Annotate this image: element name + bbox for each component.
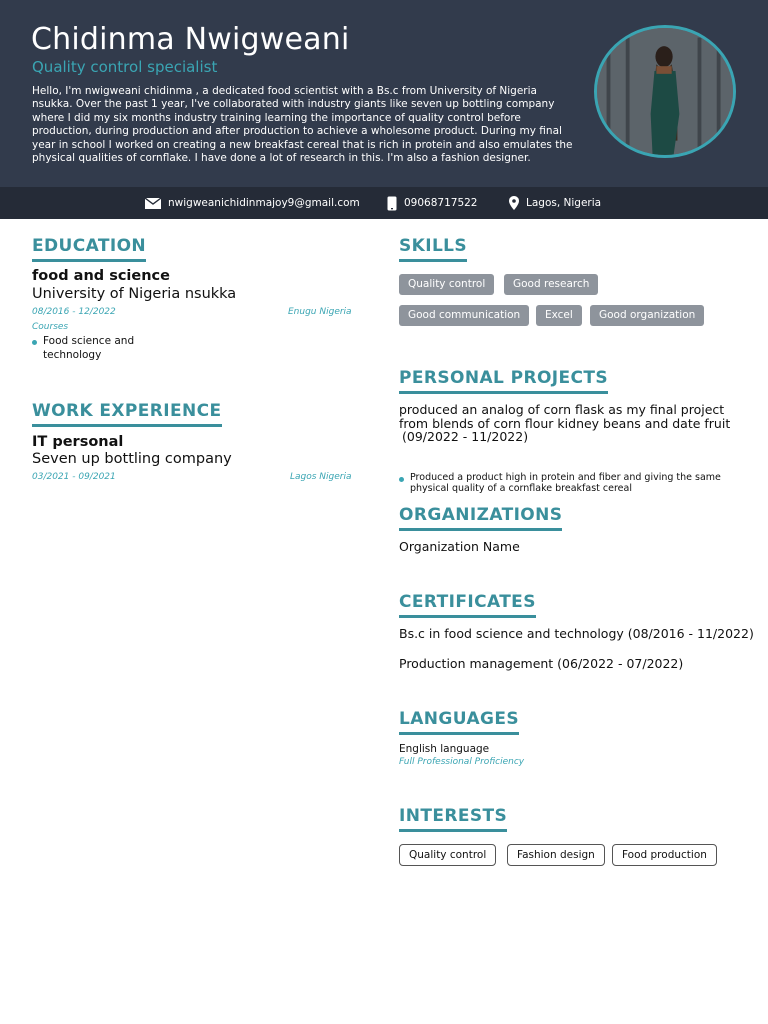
course-item <box>32 335 768 362</box>
envelope-icon <box>145 198 161 209</box>
education-school: University of Nigeria nsukka <box>32 286 237 302</box>
course-line-2: technology <box>43 348 102 361</box>
phone-text: 09068717522 <box>404 197 478 209</box>
certificates-heading: CERTIFICATES <box>399 592 536 620</box>
skill-tag: Good communication <box>399 305 529 326</box>
interest-tag: Fashion design <box>507 844 605 866</box>
skill-tag: Good organization <box>590 305 704 326</box>
education-location: Enugu Nigeria <box>288 307 352 317</box>
course-line-1: Food science and <box>43 335 135 347</box>
location-pin-icon <box>509 196 519 210</box>
interests-heading: INTERESTS <box>399 806 507 834</box>
language-name: English language <box>399 743 490 755</box>
courses-label: Courses <box>32 322 69 332</box>
work-location: Lagos Nigeria <box>290 472 352 482</box>
candidate-role: Quality control specialist <box>32 58 218 76</box>
languages-heading: LANGUAGES <box>399 709 519 737</box>
language-level: Full Professional Proficiency <box>399 757 525 767</box>
profile-photo <box>594 25 736 158</box>
email-text: nwigweanichidinmajoy9@gmail.com <box>168 197 360 209</box>
contact-bar <box>0 187 768 219</box>
project-bullet: Produced a product high in protein and fiber and giving the same physical quality of a cornflake breakfast cereal <box>399 472 729 494</box>
education-degree: food and science <box>32 268 170 284</box>
phone-icon <box>387 196 397 211</box>
organizations-heading: ORGANIZATIONS <box>399 505 562 533</box>
skill-tag: Excel <box>536 305 582 326</box>
certificate-item: Production management (06/2022 - 07/2022) <box>399 656 684 671</box>
project-title: produced an analog of corn flask as my final project from blends of corn flour kidney beans and date fruit <box>399 402 731 431</box>
location-contact <box>509 187 601 219</box>
profile-summary: Hello, I'm nwigweani chidinma , a dedicated food scientist with a Bs.c from University of Nigeria nsukka. Over the past 1 year, I've collaborated with industry giants like seven up bottling company where I did my six months industry training learning the importance of quality control before production, during production and after production to achieve a wholesome product. During my final year in school I worked on creating a new breakfast cereal that is rich in protein and also emulates the physical qualities of cornflake. I have done a lot of research in this. I'm also a fashion designer. <box>32 85 573 165</box>
certificate-item: Bs.c in food science and technology (08/2016 - 11/2022) <box>399 626 754 641</box>
candidate-name: Chidinma Nwigweani <box>31 22 350 57</box>
interest-tag: Food production <box>612 844 717 866</box>
work-company: Seven up bottling company <box>32 451 232 467</box>
interest-tag: Quality control <box>399 844 496 866</box>
skill-tag: Good research <box>504 274 598 295</box>
phone-contact[interactable] <box>387 187 478 219</box>
skill-tag: Quality control <box>399 274 494 295</box>
projects-heading: PERSONAL PROJECTS <box>399 368 608 396</box>
location-text: Lagos, Nigeria <box>526 197 602 209</box>
email-contact[interactable] <box>145 187 360 219</box>
work-heading: WORK EXPERIENCE <box>32 401 222 429</box>
work-dates: 03/2021 - 09/2021 <box>32 472 116 482</box>
education-dates: 08/2016 - 12/2022 <box>32 307 116 317</box>
project-dates: (09/2022 - 11/2022) <box>402 429 529 444</box>
skills-heading: SKILLS <box>399 236 467 264</box>
resume-header <box>0 0 768 187</box>
organization-name: Organization Name <box>399 539 520 554</box>
education-heading: EDUCATION <box>32 236 146 264</box>
work-title: IT personal <box>32 434 124 450</box>
